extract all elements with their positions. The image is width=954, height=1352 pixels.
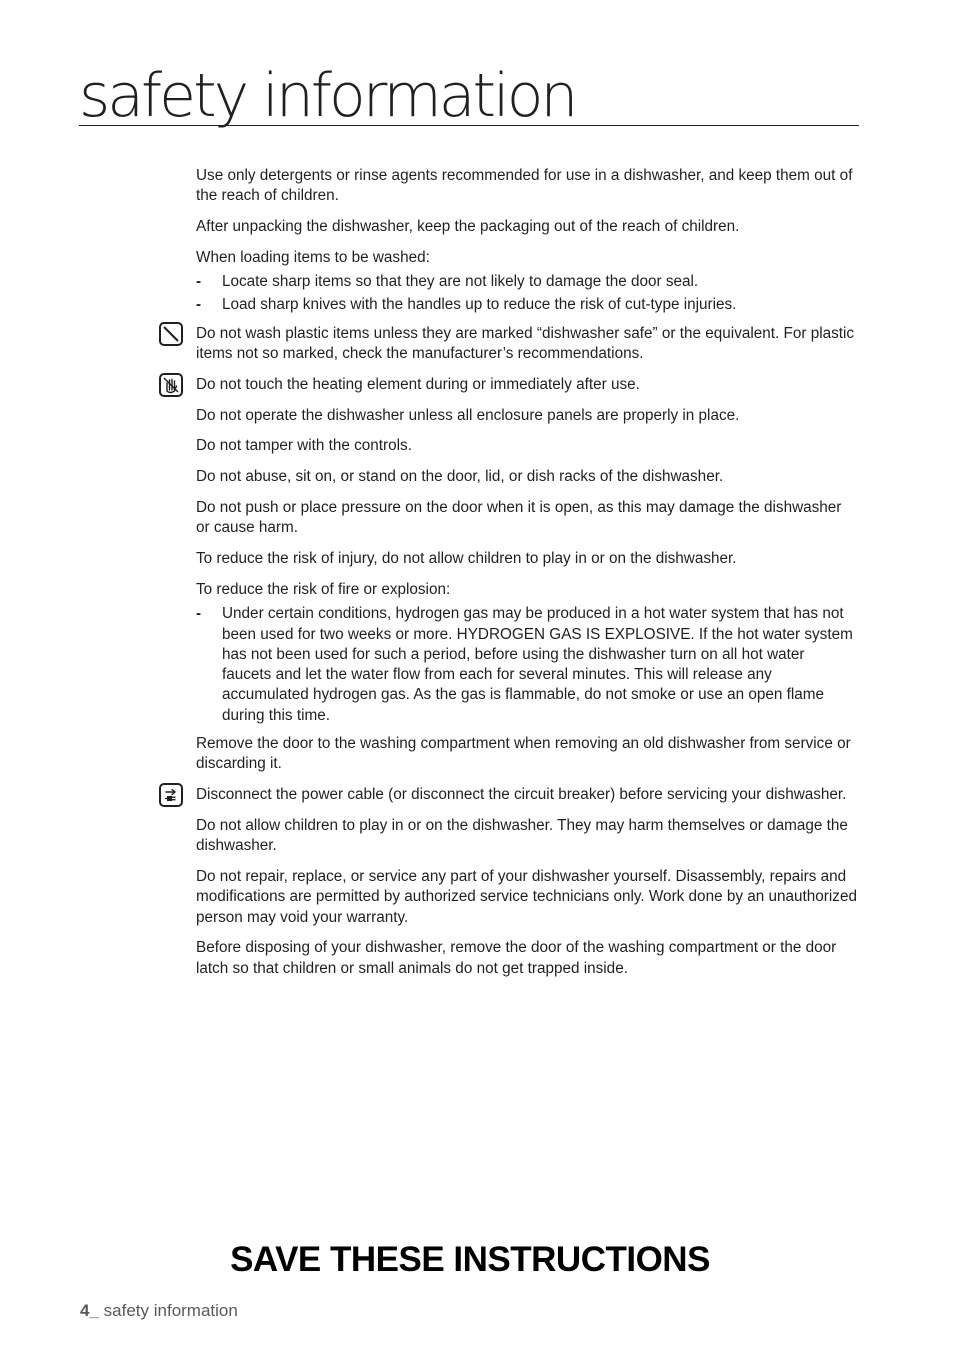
bullet-dash: - xyxy=(196,605,202,623)
paragraph-heating-element xyxy=(196,375,858,395)
footer-section-name: safety information xyxy=(98,1301,238,1320)
paragraph-detergents: Use only detergents or rinse agents recommended for use in a dishwasher, and keep them out of the reach of children. xyxy=(196,167,853,205)
bullet-text: Under certain conditions, hydrogen gas may be produced in a hot water system that has not been used for two weeks or more. HYDROGEN GAS IS EXPLOSIVE. If the hot water system has not been used for such a period, before using the dishwasher turn on all hot water faucets and let the water flow from each for several minutes. This will release any accumulated hydrogen gas. As the gas is flammable, do not smoke or use an open flame during this time. xyxy=(222,605,853,724)
paragraph-door-abuse: Do not abuse, sit on, or stand on the door, lid, or dish racks of the dishwasher. xyxy=(196,468,724,486)
paragraph-children-injury: To reduce the risk of injury, do not allow children to play in or on the dishwasher. xyxy=(196,550,737,568)
paragraph-remove-door: Remove the door to the washing compartment when removing an old dishwasher from service or discarding it. xyxy=(196,735,851,773)
paragraph-repair-service: Do not repair, replace, or service any part of your dishwasher yourself. Disassembly, repairs and modifications are permitted by authorized service technicians only. Work done by an unauthorized person may void your warranty. xyxy=(196,868,857,926)
paragraph-heating-element-text: Do not touch the heating element during or immediately after use. xyxy=(196,375,640,393)
paragraph-door-pressure: Do not push or place pressure on the door when it is open, as this may damage the dishwasher or cause harm. xyxy=(196,499,842,537)
safety-content xyxy=(196,166,858,990)
paragraph-plastic-text: Do not wash plastic items unless they are marked “dishwasher safe” or the equivalent. For plastic items not so marked, check the manufacturer’s recommendations. xyxy=(196,324,855,363)
unplug-icon xyxy=(159,783,183,807)
paragraph-loading: When loading items to be washed: xyxy=(196,248,430,266)
paragraph-plastic xyxy=(196,324,858,365)
save-instructions-banner: SAVE THESE INSTRUCTIONS xyxy=(230,1240,710,1279)
paragraph-disconnect-power-text: Disconnect the power cable (or disconnect the circuit breaker) before servicing your dishwasher. xyxy=(196,786,847,804)
no-touch-hand-icon xyxy=(159,373,183,397)
bullet-dash: - xyxy=(196,273,202,291)
loading-bullet-list xyxy=(196,272,858,316)
bullet-text: Locate sharp items so that they are not likely to damage the door seal. xyxy=(222,273,699,291)
paragraph-disconnect-power xyxy=(196,785,858,805)
paragraph-disposal: Before disposing of your dishwasher, remove the door of the washing compartment or the door latch so that children or small animals do not get trapped inside. xyxy=(196,939,837,977)
paragraph-fire-explosion: To reduce the risk of fire or explosion: xyxy=(196,580,451,598)
page-number-separator: _ xyxy=(89,1301,99,1320)
paragraph-packaging: After unpacking the dishwasher, keep the packaging out of the reach of children. xyxy=(196,218,740,236)
page-footer xyxy=(80,1301,238,1321)
prohibition-icon xyxy=(159,322,183,346)
page-number: 4 xyxy=(80,1301,90,1320)
bullet-dash: - xyxy=(196,296,202,314)
fire-bullet-list xyxy=(196,604,858,726)
bullet-text: Load sharp knives with the handles up to reduce the risk of cut-type injuries. xyxy=(222,296,737,314)
paragraph-controls: Do not tamper with the controls. xyxy=(196,437,412,455)
list-item xyxy=(196,272,858,292)
page-title: safety information xyxy=(79,61,576,131)
list-item xyxy=(196,295,858,315)
paragraph-children-play: Do not allow children to play in or on the dishwasher. They may harm themselves or damage the dishwasher. xyxy=(196,816,848,855)
title-divider xyxy=(79,125,859,126)
list-item xyxy=(196,604,858,726)
paragraph-enclosure-panels: Do not operate the dishwasher unless all enclosure panels are properly in place. xyxy=(196,406,740,424)
